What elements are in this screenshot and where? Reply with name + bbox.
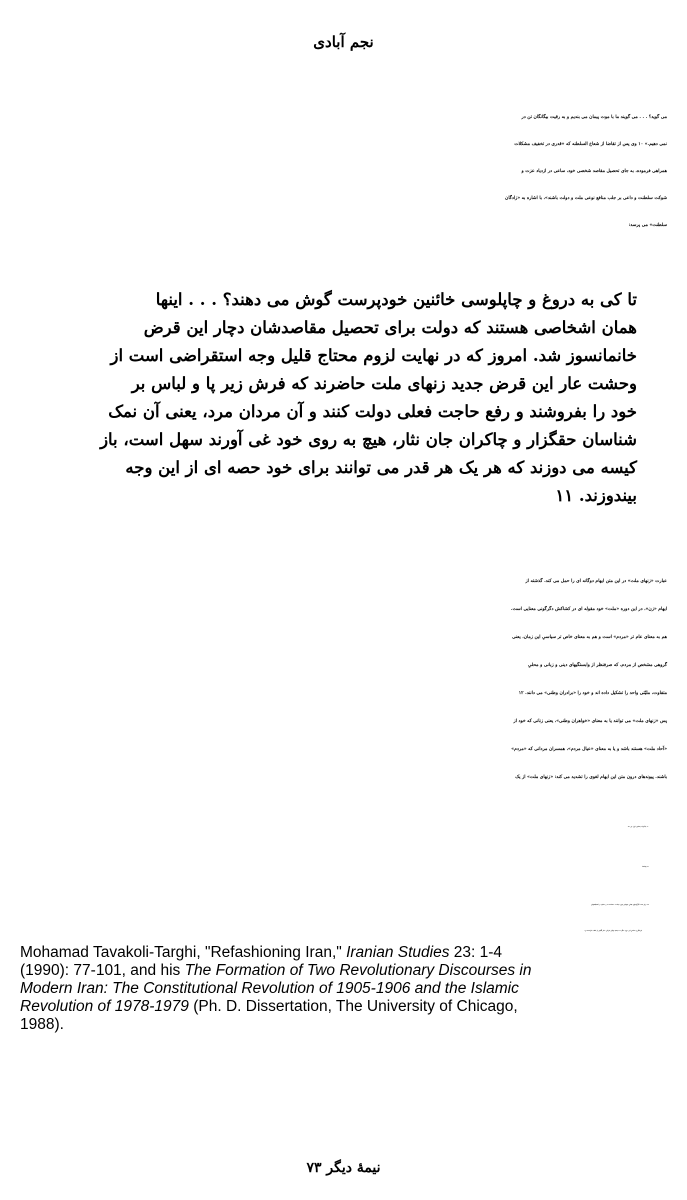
- text-line: نمی دهیم.» ۱۰ وی پس از تقاضا از شعاع السلطنه که «قدری در تخفیف مشکلات: [514, 142, 667, 147]
- footnote-10: ۱۰. مذاکرات مجلس، اول، ص ۳۱.: [627, 827, 649, 828]
- footnote-11: ۱۱. همانجا.: [641, 867, 649, 868]
- citation-line: 1988).: [20, 1016, 64, 1033]
- quote-line: خود را بفروشند و رفع حاجت فعلی دولت کنند و آن مردان مرد، یعنی آن نمک: [108, 402, 637, 421]
- quote-line: همان اشخاصی هستند که دولت برای تحصیل مقاصدشان دچار این قرض: [143, 318, 637, 337]
- footnote-12-line: فرهنگی و سیاسیِ این دوره، بنگرید به محمد توکلی طرقی، «اثر آگاهی از انقلاب فرانسه» و:: [584, 931, 642, 932]
- text-line: هم به معنای عام تر «مردم» است و هم به معنای خاص تر سیاسیِ این زمان، یعنی: [512, 635, 667, 640]
- text-line: شوکت سلطنت و داعی بر جلب منافع نوعی ملت و دولت باشند»، با اشاره به «زادگان: [505, 196, 667, 201]
- quote-line: شناسان حقگزار و چاکران جان نثار، هیچ به روی خود غی آورند سهل است، باز: [100, 430, 637, 449]
- text-line: می گوید؟ . . . می گویند ما با موت پیمان می بندیم و به رقیت بیگانگان تن در: [521, 115, 667, 120]
- citation-line: (1990): 77-101, and his The Formation of Two Revolutionary Discourses in: [20, 962, 532, 979]
- quote-line: خانمانسوز شد. امروز که در نهایت لزوم محتاج قلیل وجه استقراضی است از: [110, 346, 637, 365]
- quote-line: وحشت عار این قرض جدید زنهای ملت حاضرند که فرش زیر پا و لباس بر: [131, 374, 637, 393]
- text-line: گروهی مشخص از مردم، که صرفنظر از وابستگیهای دینی و زبانی و محلیِ: [527, 663, 667, 668]
- text-line: سلطنت» می پرسد:: [628, 223, 667, 228]
- text-line: متفاوت، ملیّتی واحد را تشکیل داده اند و خود را «برادران وطنی» می دانند. ۱۲: [518, 691, 667, 696]
- text-line: همراهی فرموده، به جای تحصیل مقاصد شخصی خود، ساعی در ازدیاد عزت و: [521, 169, 667, 174]
- page-header: نجم آبادی: [313, 33, 374, 51]
- text-line: عبارت «زنهای ملت» در این متن ایهام دوگانه ای را حمل می کند. گذشته از: [525, 579, 667, 584]
- page-footer: نیمهٔ دیگر ۷۳: [306, 1160, 381, 1176]
- footnote-12-line: ۱۲. برای بحث دگرگونیهای معانیِ مقولاتی چون «ملت»، «سیاست»، و «علم» در کشمکشهای: [591, 905, 649, 906]
- text-line: «آحاد ملت» هستند باشد و یا به معنای «عیال مردم»، همسران مردانی که «مردم»: [511, 747, 667, 752]
- text-line: ایهام «زن»، در این دوره «ملت» خود مقوله ای در کشاکش دگرگونی معنایی است.: [510, 607, 667, 612]
- quote-line: بیندوزند. ۱۱: [555, 486, 637, 505]
- quote-line: کیسه می دوزند که هر یک هر قدر می توانند برای خود حصه ای از این وجه: [125, 458, 637, 477]
- citation-line: Mohamad Tavakoli-Targhi, "Refashioning Iran," Iranian Studies 23: 1-4: [20, 944, 503, 961]
- citation-line: Revolution of 1978-1979 (Ph. D. Dissertation, The University of Chicago,: [20, 998, 518, 1015]
- text-line: باشند. پیوندهای درون متن این ایهام لغوی را تشدید می کند: «زنهای ملت» از یک: [515, 775, 667, 780]
- citation-line: Modern Iran: The Constitutional Revolution of 1905-1906 and the Islamic: [20, 980, 519, 997]
- quote-line: تا کی به دروغ و چاپلوسی خائنین خودپرست گوش می دهند؟ . . . اینها: [155, 290, 637, 309]
- text-line: پس «زنهای ملت» می توانند یا به معنای «خواهران وطنی»، یعنی زنانی که خود از: [513, 719, 667, 724]
